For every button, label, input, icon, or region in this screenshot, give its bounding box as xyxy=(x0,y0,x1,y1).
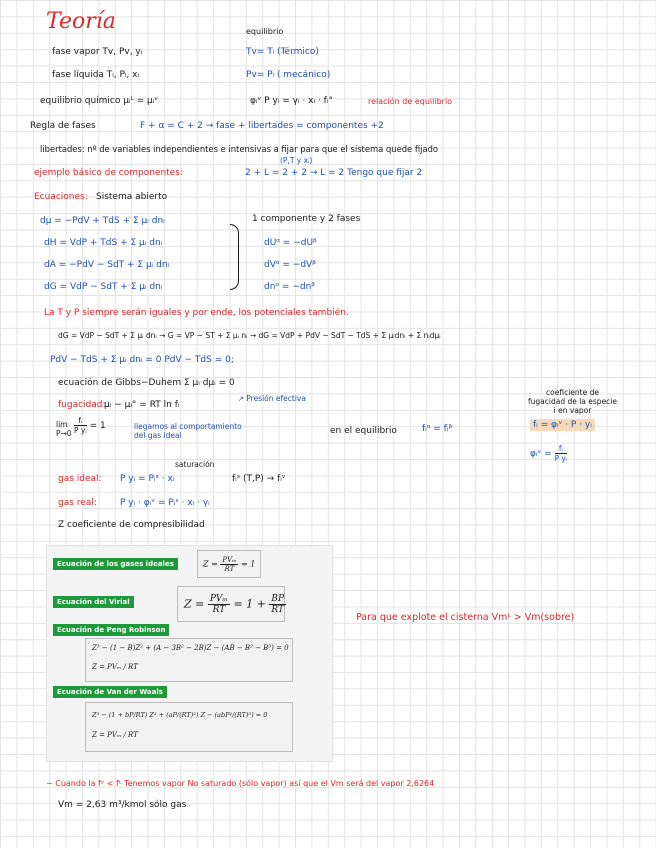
equilibrio-termico: Tv= Tₗ (Térmico) xyxy=(246,47,319,57)
fugacidad-label: fugacidad: xyxy=(58,400,106,410)
ptx-label: (P,T y xᵢ) xyxy=(280,156,313,165)
relacion-equilibrio-label: relación de equilibrio xyxy=(368,97,453,106)
ejemplo-formula: 2 + L = 2 + 2 → L = 2 Tengo que fijar 2 xyxy=(245,168,423,178)
relation-dv: dVᵅ = −dVᵝ xyxy=(264,260,316,270)
regla-fases-formula: F + α = C + 2 → fase + libertades = componentes +2 xyxy=(140,121,384,131)
explote-note: Para que explote el cisterna Vmᴸ > Vm(sobre) xyxy=(356,612,575,623)
fugacidad-equilibrio: fᵢᵅ = fᵢᵝ xyxy=(422,424,453,434)
componente-fases: 1 componente y 2 fases xyxy=(252,214,361,224)
gas-ideal-note: llegamos al comportamiento del gas ideal xyxy=(134,422,242,440)
ejemplo-label: ejemplo básico de componentes: xyxy=(34,168,183,178)
equation-da: dA = −PdV − SdT + Σ μᵢ dnᵢ xyxy=(44,260,170,270)
equation-du: dμ = −PdV + TdS + Σ μᵢ dnᵢ xyxy=(40,216,165,226)
equations-image xyxy=(46,545,333,762)
limite-label: lim P→0 xyxy=(56,420,72,438)
arrow-icon: ↗ xyxy=(238,395,244,403)
gibbs-duhem: ecuación de Gibbs−Duhem Σ μᵢ dμᵢ = 0 xyxy=(58,378,235,388)
saturation-fugacity: fᵢˢ (T,P) → fᵢᵛ xyxy=(232,474,286,484)
fugacidad-vapor-formula: fᵢ = φᵢᵛ · P · yᵢ xyxy=(530,420,595,431)
page-title: Teoría xyxy=(46,9,116,34)
peng-robinson-badge: Ecuación de Peng Robinson xyxy=(53,624,169,636)
saturacion-label: saturación xyxy=(175,460,215,469)
virial-formula: Z = $\frac{\text{PVₘ}}{RT}$ = 1 + $\frac{BP}{RT}$ xyxy=(177,586,285,622)
van-der-waals-badge: Ecuación de Van der Waals xyxy=(53,686,167,698)
sistema-abierto: Sistema abierto xyxy=(96,192,168,202)
equilibrio-quimico: equilibrio químico μᵢᴸ = μᵢᵛ xyxy=(40,96,159,106)
gas-ideal-formula: P yᵢ = Pᵢˢ · xᵢ xyxy=(120,474,175,484)
brace xyxy=(230,224,239,290)
gas-real-label: gas real: xyxy=(58,498,97,508)
coeficiente-note: coeficiente de fugacidad de la especie i en vapor xyxy=(528,388,618,415)
relacion-equilibrio-formula: φᵢᵛ P yᵢ = γᵢ · xᵢ · fᵢ° xyxy=(250,96,333,106)
ideal-gas-formula: Z = $\frac{\text{PVₘ}}{RT}$ = 1 xyxy=(197,550,261,578)
ecuaciones-label: Ecuaciones: xyxy=(34,192,88,202)
gas-real-formula: P yᵢ · φᵢᵛ = Pᵢˢ · xᵢ · γᵢ xyxy=(120,498,210,508)
libertades-definition: libertades: nº de variables independientes e intensivas a fijar para que el sistema quede fijado xyxy=(40,144,439,154)
virial-badge: Ecuación del Virial xyxy=(53,596,134,608)
fase-vapor: fase vapor Tv, Pv, yᵢ xyxy=(52,47,143,57)
gas-ideal-label: gas ideal: xyxy=(58,474,102,484)
equilibrio-mecanico: Pv= Pₗ ( mecánico) xyxy=(246,70,331,80)
limite-fraction: $\frac{\text{fᵢ}}{\text{P yᵢ}}$ = 1 xyxy=(74,416,106,435)
peng-robinson-formula: Z³ − (1 − B)Z² + (A − 3B² − 2B)Z − (AB − B² − B³) = 0 Z = PVₘ / RT xyxy=(85,638,293,682)
presion-efectiva: ↗ Presión efectiva xyxy=(238,394,306,403)
fugacidad-formula: μᵢ − μᵢ° = RT ln fᵢ xyxy=(104,400,180,410)
cuando-line: − Cuando la fᵛ < fᴸ Tenemos vapor No saturado (sólo vapor) así que el Vm será del vapor 2,6264 xyxy=(46,779,435,788)
en-equilibrio: en el equilibrio xyxy=(330,426,397,436)
relation-dn: dnᵅ = −dnᵝ xyxy=(264,282,315,292)
typ-sentence: La T y P siempre serán iguales y por ende, los potenciales también. xyxy=(44,308,349,318)
equation-dg: dG = VdP − SdT + Σ μᵢ dnᵢ xyxy=(44,282,163,292)
fase-liquida: fase líquida Tₗ, Pₗ, xᵢ xyxy=(52,70,140,80)
van-der-waals-formula: Z³ − (1 + bP/RT) Z² + (aP/(RT)²) Z − (abP²/(RT)³) = 0 Z = PVₘ / RT xyxy=(85,702,293,752)
equation-dh: dH = VdP + TdS + Σ μᵢ dnᵢ xyxy=(44,238,163,248)
ideal-gas-badge: Ecuación de los gases ideales xyxy=(53,558,178,570)
vm-line: Vm = 2,63 m³/kmol sólo gas xyxy=(58,800,187,810)
pdv-line: PdV − TdS + Σ μᵢ dnᵢ = 0 PdV − TdS = 0; xyxy=(50,355,234,365)
relation-du: dUᵅ = −dUᵝ xyxy=(264,238,317,248)
equilibrio-label: equilibrio xyxy=(246,27,284,36)
dg-derivation: dG = VdP − SdT + Σ μᵢ dnᵢ → G = VP − ST + Σ μᵢ nᵢ → dG = VdP + PdV − SdT − TdS + Σ μᵢdnᵢ + Σ nᵢdμᵢ xyxy=(58,331,441,340)
phi-formula: φᵢᵛ = $\frac{\text{fᵢ}}{\text{P yᵢ}}$ xyxy=(530,444,568,463)
compresibilidad: Z coeficiente de compresibilidad xyxy=(58,520,205,530)
regla-fases-label: Regla de fases xyxy=(30,121,96,131)
